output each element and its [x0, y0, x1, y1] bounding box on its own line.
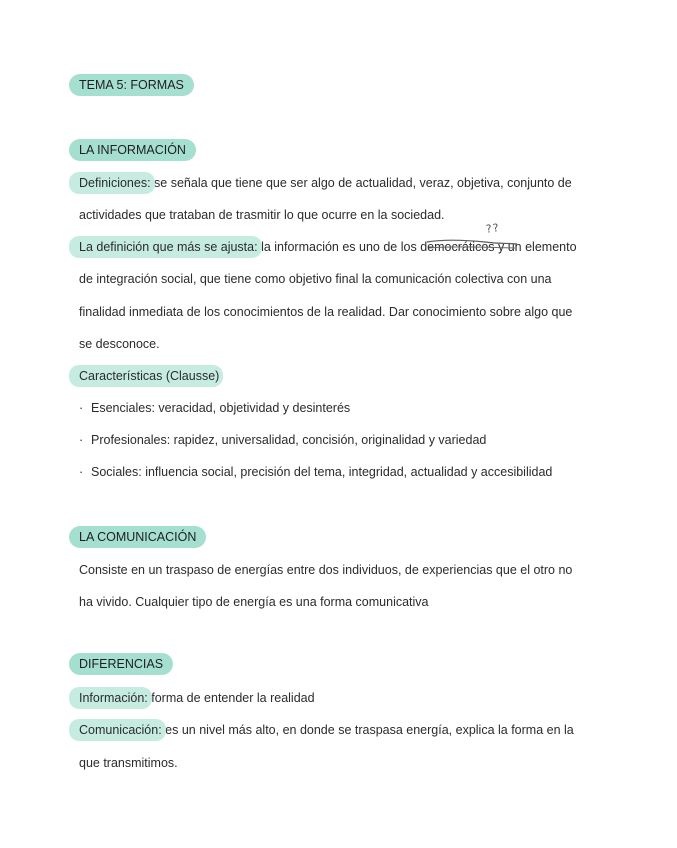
definiciones-line-1	[79, 175, 572, 191]
bullet-icon: ·	[79, 465, 84, 479]
ajusta-label: La definición que más se ajusta:	[79, 240, 258, 254]
comunicacion-line-1: Consiste en un traspaso de energías entre dos individuos, de experiencias que el otro no	[79, 563, 573, 577]
definiciones-line-2: actividades que trataban de trasmitir lo que ocurre en la sociedad.	[79, 208, 445, 222]
list-item-text: Sociales: influencia social, precisión del tema, integridad, actualidad y accesibilidad	[91, 465, 553, 479]
list-item-text: Profesionales: rapidez, universalidad, concisión, originalidad y variedad	[91, 433, 487, 447]
scribble-mark	[425, 238, 520, 252]
info-label: Información:	[79, 691, 148, 705]
ajusta-line-4: se desconoce.	[79, 337, 160, 351]
caracteristicas-line	[79, 368, 219, 384]
info-text: forma de entender la realidad	[147, 691, 315, 705]
heading-diferencias: DIFERENCIAS	[69, 653, 173, 675]
scribbled-word: democráticos	[420, 240, 495, 254]
comunicacion-line-2: ha vivido. Cualquier tipo de energía es una forma comunicativa	[79, 595, 429, 609]
list-item-text: Esenciales: veracidad, objetividad y desinterés	[91, 401, 351, 415]
diferencias-info-line	[79, 690, 315, 706]
bullet-icon: ·	[79, 433, 84, 447]
heading-informacion: LA INFORMACIÓN	[69, 139, 196, 161]
diferencias-com-line-1	[79, 722, 574, 738]
ajusta-line-2: de integración social, que tiene como objetivo final la comunicación colectiva con una	[79, 272, 552, 286]
com-label: Comunicación:	[79, 723, 162, 737]
bullet-icon: ·	[79, 401, 84, 415]
title-tema: TEMA 5: FORMAS	[69, 74, 194, 96]
ajusta-text-1b: y un elemento	[494, 240, 577, 254]
heading-comunicacion: LA COMUNICACIÓN	[69, 526, 206, 548]
list-item	[79, 432, 486, 448]
list-item	[79, 464, 552, 480]
diferencias-com-line-2: que transmitimos.	[79, 756, 178, 770]
com-text-1: es un nivel más alto, en donde se traspasa energía, explica la forma en la	[161, 723, 574, 737]
definiciones-label: Definiciones:	[79, 176, 151, 190]
question-marks-annotation: ??	[485, 221, 501, 236]
ajusta-line-3: finalidad inmediata de los conocimientos de la realidad. Dar conocimiento sobre algo que	[79, 305, 573, 319]
ajusta-text-1a: la información es uno de los	[257, 240, 421, 254]
list-item	[79, 400, 350, 416]
definiciones-text-1: se señala que tiene que ser algo de actualidad, veraz, objetiva, conjunto de	[150, 176, 572, 190]
caracteristicas-label: Características (Clausse)	[79, 369, 220, 383]
